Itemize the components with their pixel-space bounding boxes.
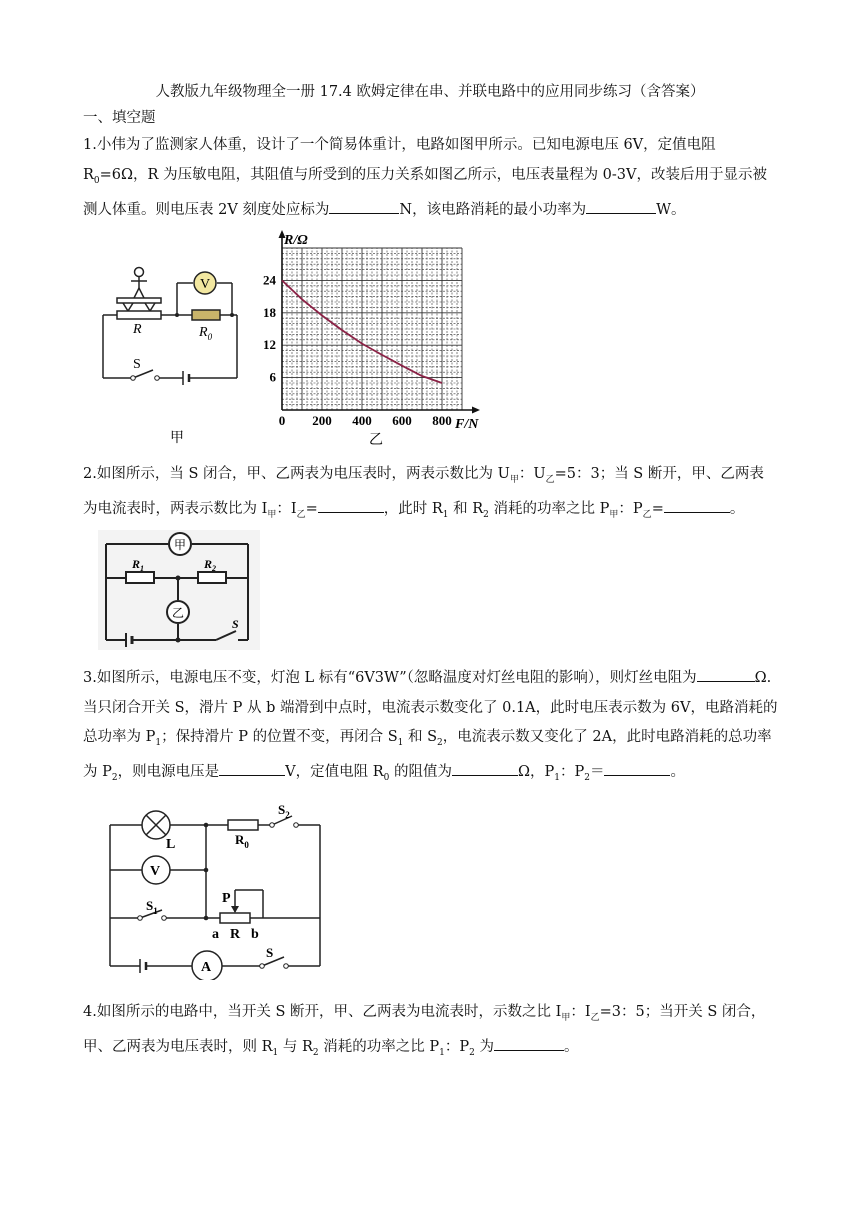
question-text: ：I bbox=[276, 501, 297, 518]
question-1 bbox=[83, 131, 778, 225]
y-tick-label: 6 bbox=[269, 369, 276, 385]
question-text: ，电流表示数又变化了 2A，此时电路消耗的总功率为 P bbox=[83, 729, 772, 781]
r2-label: $R_2$ bbox=[204, 557, 217, 573]
chart-axes bbox=[279, 230, 481, 414]
question-text: ：P bbox=[618, 501, 643, 518]
voltmeter-label: V bbox=[200, 277, 211, 292]
answer-blank[interactable] bbox=[697, 667, 755, 682]
meter-jia-label: 甲 bbox=[174, 538, 187, 552]
junction-dot bbox=[176, 576, 181, 581]
figure-1-circuit bbox=[95, 258, 255, 448]
switch-contact bbox=[270, 823, 275, 828]
y-tick-label: 12 bbox=[263, 337, 276, 353]
subscript: 0 bbox=[383, 773, 390, 784]
x-axis-arrow bbox=[472, 407, 480, 414]
question-text: 。 bbox=[729, 501, 745, 518]
question-text: = bbox=[305, 501, 318, 518]
subscript: 2 bbox=[483, 510, 489, 521]
question-text: Ω，P bbox=[517, 764, 555, 781]
subscript: 2 bbox=[111, 773, 118, 784]
answer-blank[interactable] bbox=[318, 498, 384, 513]
end-b-label: b bbox=[251, 927, 259, 942]
question-4 bbox=[83, 998, 778, 1069]
answer-blank[interactable] bbox=[329, 199, 399, 214]
switch-contact bbox=[155, 376, 160, 381]
subscript: 2 bbox=[469, 1048, 475, 1059]
question-text: ＝ bbox=[589, 764, 605, 781]
figure-3-circuit bbox=[100, 800, 330, 980]
question-text: V，定值电阻 R bbox=[285, 764, 384, 781]
junction-dot bbox=[175, 313, 179, 317]
subscript: 2 bbox=[437, 737, 443, 748]
answer-blank[interactable] bbox=[586, 199, 656, 214]
question-text: 和 R bbox=[448, 501, 484, 518]
chart-grid bbox=[282, 248, 462, 410]
junction-dot bbox=[204, 823, 209, 828]
question-text: 和 S bbox=[403, 729, 438, 745]
x-axis-label: F/N bbox=[455, 417, 479, 432]
question-text: = bbox=[651, 501, 664, 518]
subscript: 0 bbox=[93, 175, 100, 186]
y-axis-label: R/Ω bbox=[284, 233, 308, 248]
subscript: 1 bbox=[397, 737, 404, 748]
question-2 bbox=[83, 460, 778, 531]
question-text: N，该电路消耗的最小功率为 bbox=[399, 201, 587, 218]
rheostat-label: R bbox=[230, 927, 241, 942]
junction-dot bbox=[230, 313, 234, 317]
question-text: ，此时 R bbox=[383, 501, 443, 518]
figure-2-circuit bbox=[98, 530, 260, 650]
r1-label: $R_1$ bbox=[132, 557, 145, 573]
question-text: =3：5；当开关 S 闭合，甲、乙两表为电压表时，则 R bbox=[83, 1004, 766, 1056]
subscript: 1 bbox=[442, 510, 449, 521]
y-tick-label: 24 bbox=[263, 272, 276, 288]
question-text: 。 bbox=[670, 764, 685, 781]
lamp-label: L bbox=[166, 837, 176, 852]
question-text: ：I bbox=[570, 1004, 591, 1020]
question-text: ；保持滑片 P 的位置不变，再闭合 S bbox=[161, 729, 398, 745]
r0-label: $R_0$ bbox=[235, 832, 249, 850]
question-text: 消耗的功率之比 P bbox=[488, 501, 610, 518]
subscript: 甲 bbox=[561, 1012, 571, 1023]
question-text: 的阻值为 bbox=[389, 764, 452, 781]
s1-label: $S_1$ bbox=[146, 898, 158, 916]
answer-blank[interactable] bbox=[604, 761, 670, 776]
subscript: 甲 bbox=[609, 510, 619, 521]
question-text: ：P bbox=[559, 764, 585, 781]
section-heading: 一、填空题 bbox=[83, 110, 156, 126]
x-tick-label: 600 bbox=[392, 413, 412, 428]
question-text: 如图所示的电路中，当开关 S 断开，甲、乙两表为电流表时，示数之比 I bbox=[96, 1004, 562, 1020]
subscript: 1 bbox=[554, 773, 560, 784]
question-text: 。 bbox=[563, 1039, 579, 1056]
subscript: 乙 bbox=[590, 1012, 600, 1023]
question-text: 如图所示，当 S 闭合，甲、乙两表为电压表时，两表示数比为 U bbox=[96, 466, 510, 482]
question-number: 1. bbox=[83, 137, 97, 153]
voltmeter-label: V bbox=[150, 864, 161, 879]
answer-blank[interactable] bbox=[664, 498, 730, 513]
junction-dot bbox=[176, 638, 181, 643]
subscript: 乙 bbox=[642, 510, 652, 521]
subscript: 乙 bbox=[296, 510, 306, 521]
question-text: 小伟为了监测家人体重，设计了一个简易体重计，电路如图甲所示。已知电源电压 6V，定值电阻 R bbox=[83, 137, 716, 183]
question-text: 消耗的功率之比 P bbox=[318, 1039, 440, 1056]
subscript: 2 bbox=[584, 773, 590, 784]
question-text: 与 R bbox=[278, 1039, 313, 1056]
y-tick-label: 18 bbox=[263, 304, 276, 320]
question-text: =6Ω，R 为压敏电阻，其阻值与所受到的压力关系如图乙所示，电压表量程为 0-3V，改装后用于显示被测人体重。则电压表 2V 刻度处应标为 bbox=[83, 166, 768, 218]
fixed-resistor-label: $R_0$ bbox=[199, 325, 213, 342]
figure-label-yi: 乙 bbox=[369, 433, 383, 448]
question-text: ：U bbox=[518, 466, 546, 482]
answer-blank[interactable] bbox=[494, 1036, 564, 1051]
question-text: 如图所示，电源电压不变，灯泡 L 标有“6V3W”（忽略温度对灯丝电阻的影响），则灯丝电阻为 bbox=[96, 670, 697, 686]
switch-label: S bbox=[133, 357, 141, 372]
pressure-resistor-label: R bbox=[133, 322, 142, 337]
answer-blank[interactable] bbox=[452, 761, 518, 776]
figure-1-graph bbox=[258, 228, 488, 450]
switch-contact bbox=[138, 916, 143, 921]
switch-contact bbox=[284, 964, 289, 969]
x-tick-label: 200 bbox=[312, 413, 332, 428]
answer-blank[interactable] bbox=[219, 761, 285, 776]
question-text: Ω. 当只闭合开关 S，滑片 P 从 b 端滑到中点时，电流表示数变化了 0.1A，此时电压表示数为 6V，电路消耗的总功率为 P bbox=[83, 670, 778, 745]
junction-dot bbox=[204, 868, 209, 873]
switch-contact bbox=[162, 916, 167, 921]
question-number: 2. bbox=[83, 466, 97, 482]
figure-label-jia: 甲 bbox=[170, 431, 184, 446]
end-a-label: a bbox=[212, 927, 219, 942]
ammeter-label: A bbox=[201, 960, 212, 975]
switch-contact bbox=[260, 964, 265, 969]
document-title: 人教版九年级物理全一册 17.4 欧姆定律在串、并联电路中的应用同步练习（含答案） bbox=[155, 84, 705, 100]
s2-label: $S_2$ bbox=[278, 802, 290, 820]
junction-dot bbox=[204, 916, 209, 921]
meter-yi-label: 乙 bbox=[172, 606, 185, 620]
s-label: S bbox=[266, 945, 274, 960]
x-tick-label: 400 bbox=[352, 413, 372, 428]
subscript: 1 bbox=[272, 1048, 279, 1059]
subscript: 1 bbox=[439, 1048, 445, 1059]
question-3 bbox=[83, 664, 778, 794]
subscript: 甲 bbox=[509, 474, 519, 485]
question-text: ，则电源电压是 bbox=[117, 764, 220, 781]
switch-contact bbox=[131, 376, 136, 381]
subscript: 乙 bbox=[545, 474, 555, 485]
question-text: 为 bbox=[474, 1039, 494, 1056]
switch-label: S bbox=[232, 617, 239, 631]
question-text: =5：3；当 S 断开，甲、乙两表为电流表时，两表示数比为 I bbox=[83, 466, 764, 518]
x-tick-label: 800 bbox=[432, 413, 452, 428]
switch-contact bbox=[294, 823, 299, 828]
x-tick-label: 0 bbox=[278, 413, 286, 428]
question-number: 3. bbox=[83, 670, 97, 686]
slider-p-label: P bbox=[222, 891, 231, 906]
subscript: 1 bbox=[155, 737, 162, 748]
subscript: 甲 bbox=[267, 510, 277, 521]
slider-arrow bbox=[231, 906, 239, 913]
question-number: 4. bbox=[83, 1004, 97, 1020]
subscript: 2 bbox=[312, 1048, 319, 1059]
question-text: W。 bbox=[656, 201, 686, 218]
question-text: ：P bbox=[444, 1039, 470, 1056]
